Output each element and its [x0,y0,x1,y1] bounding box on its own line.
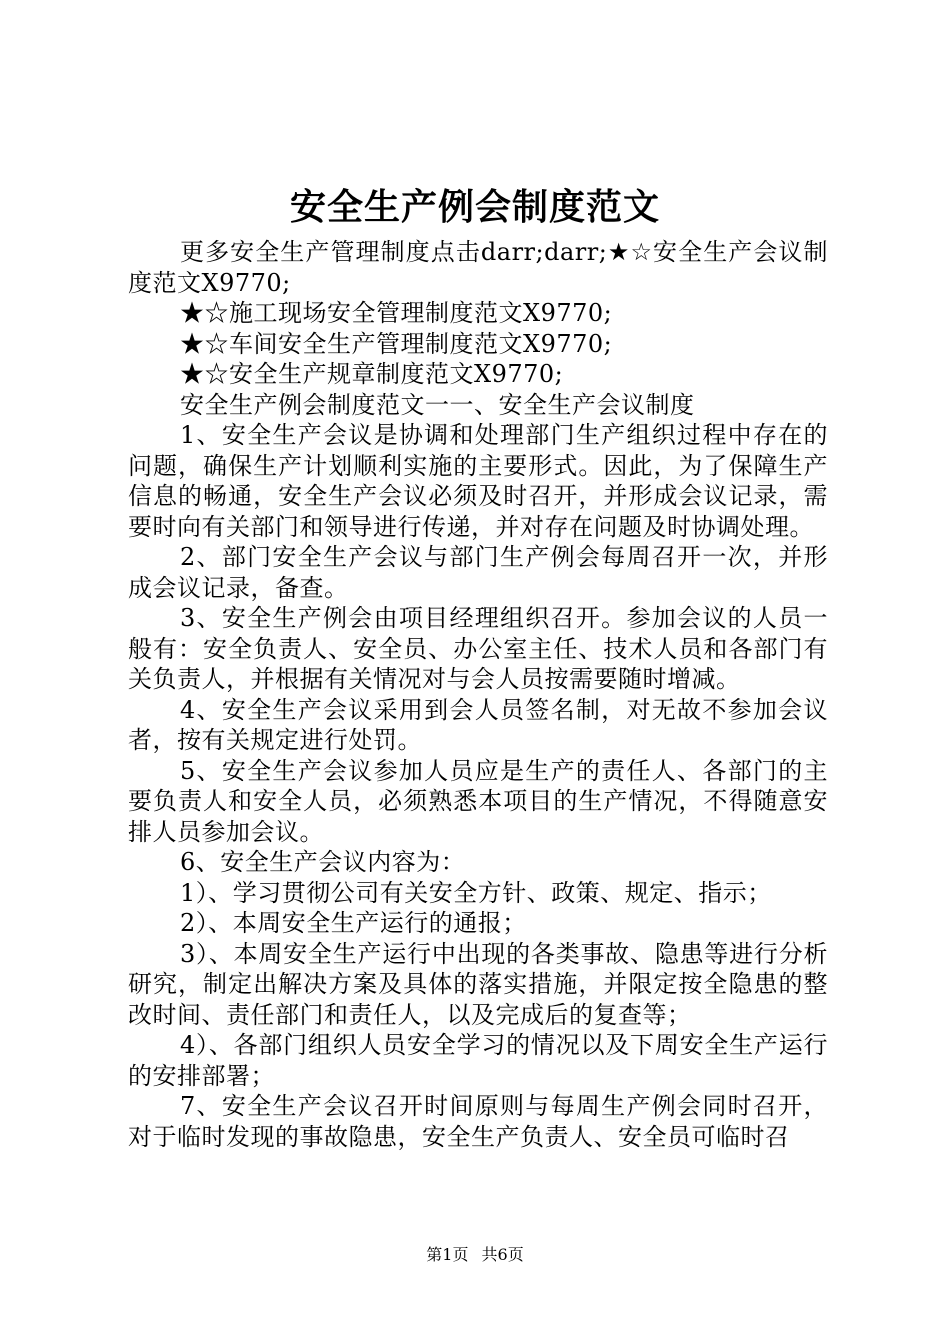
paragraph: ★☆施工现场安全管理制度范文X9770; [180,299,613,327]
paragraph: 2、部门安全生产会议与部门生产例会每周召开一次，并形成会议记录，备查。 [128,543,828,602]
paragraph: 2）、本周安全生产运行的通报； [180,909,527,937]
paragraph: 1）、学习贯彻公司有关安全方针、政策、规定、指示； [180,878,772,907]
document-title: 安全生产例会制度范文 [289,187,660,228]
paragraph: 安全生产例会制度范文一一、安全生产会议制度 [180,390,695,419]
document-body [128,237,828,1152]
paragraph: ★☆安全生产规章制度范文X9770; [180,360,564,388]
paragraph: 4）、各部门组织人员安全学习的情况以及下周安全生产运行的安排部署； [128,1031,828,1090]
paragraph: 3、安全生产例会由项目经理组织召开。参加会议的人员一般有：安全负责人、安全员、办公室主任、技术人员和各部门有关负责人，并根据有关情况对与会人员按需要随时增减。 [128,604,828,693]
paragraph: 5、安全生产会议参加人员应是生产的责任人、各部门的主要负责人和安全人员，必须熟悉本项目的生产情况，不得随意安排人员参加会议。 [128,756,828,846]
paragraph: ★☆车间安全生产管理制度范文X9770; [180,329,613,358]
paragraph: 3）、本周安全生产运行中出现的各类事故、隐患等进行分析研究，制定出解决方案及具体的落实措施，并限定按全隐患的整改时间、责任部门和责任人，以及完成后的复查等； [128,939,828,1029]
paragraph: 1、安全生产会议是协调和处理部门生产组织过程中存在的问题，确保生产计划顺利实施的主要形式。因此，为了保障生产信息的畅通，安全生产会议必须及时召开，并形成会议记录，需要时向有关部门和领导进行传递，并对存在问题及时协调处理。 [128,421,828,541]
page-number: 第1页 [426,1245,469,1264]
paragraph: 4、安全生产会议采用到会人员签名制，对无故不参加会议者，按有关规定进行处罚。 [128,695,828,754]
page-footer [0,1245,950,1265]
paragraph: 7、安全生产会议召开时间原则与每周生产例会同时召开，对于临时发现的事故隐患，安全生产负责人、安全员可临时召 [128,1092,828,1151]
page-total: 共6页 [481,1245,524,1264]
paragraph: 更多安全生产管理制度点击darr;darr;★☆安全生产会议制度范文X9770; [128,238,828,297]
paragraph: 6、安全生产会议内容为： [180,848,466,876]
